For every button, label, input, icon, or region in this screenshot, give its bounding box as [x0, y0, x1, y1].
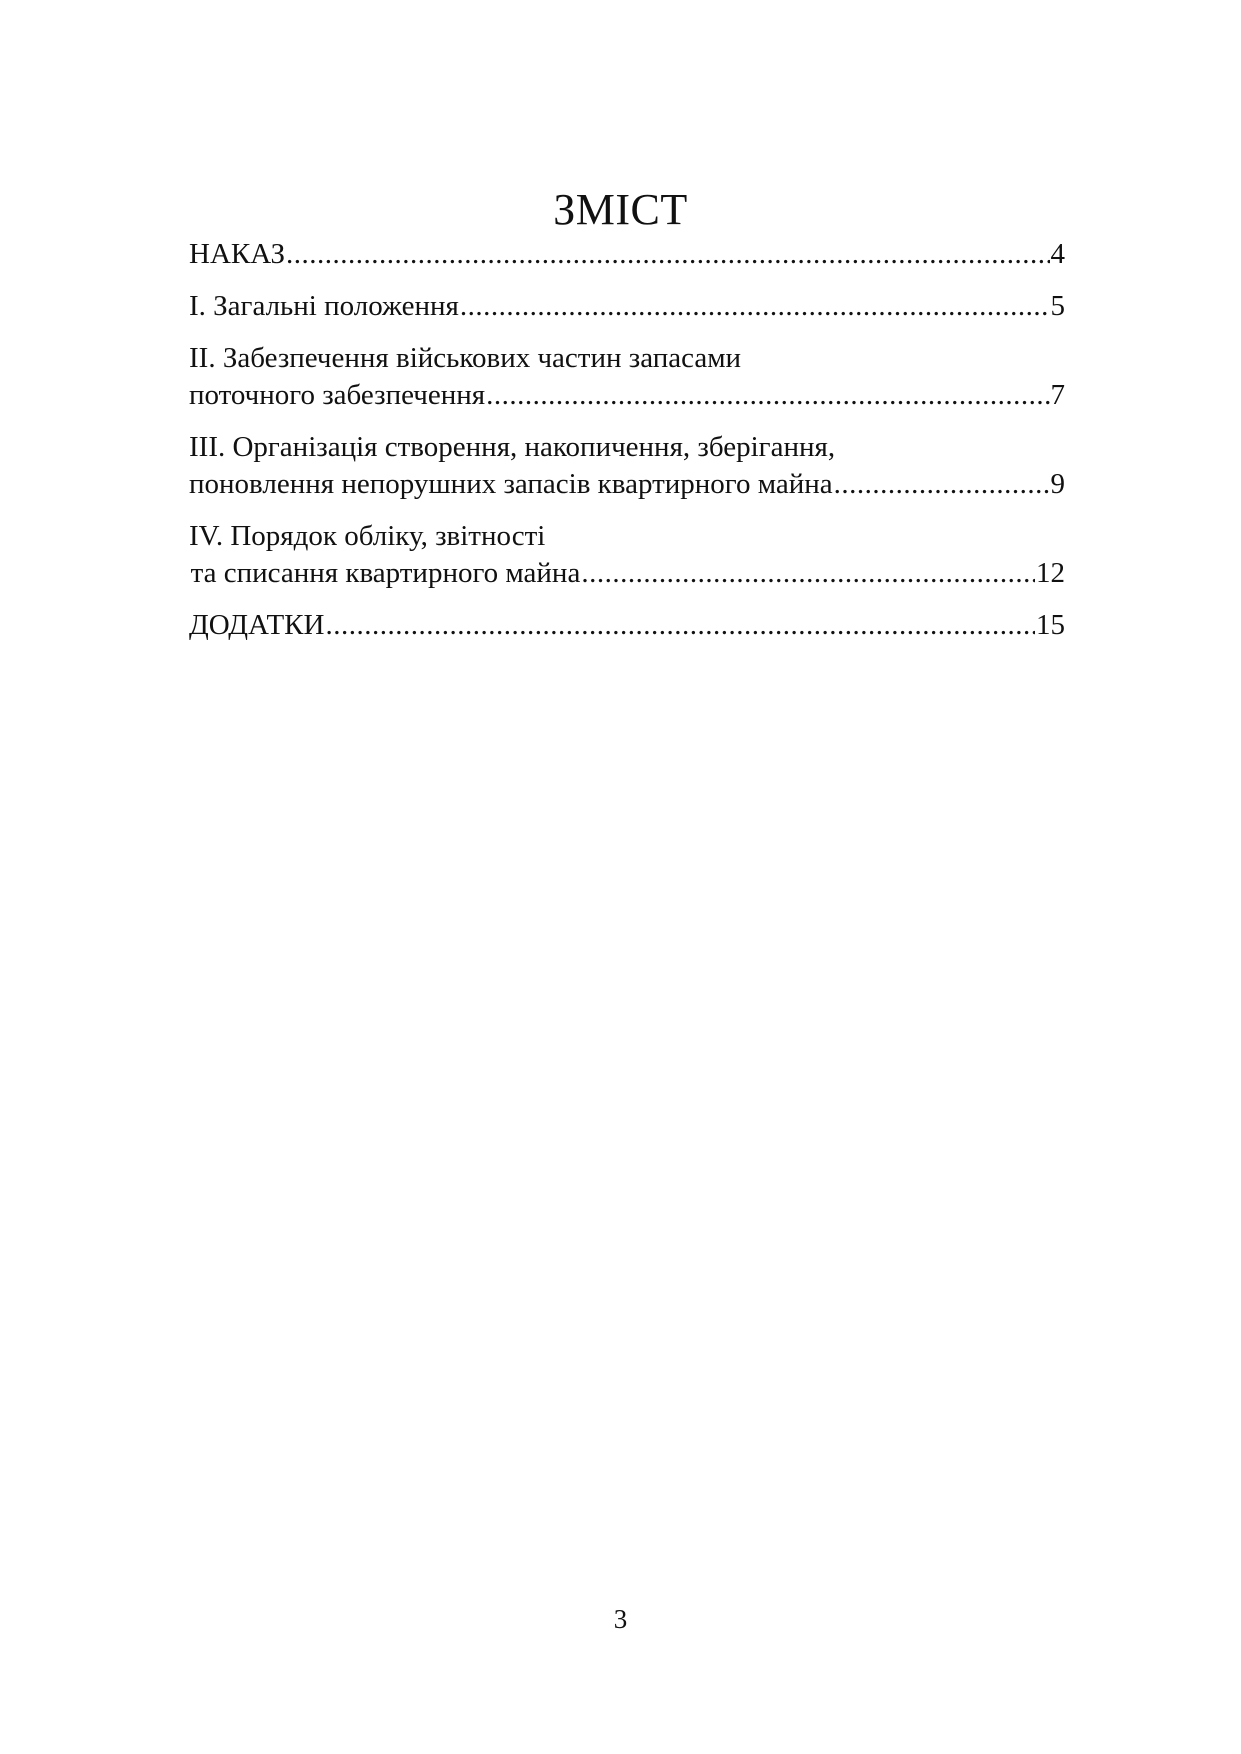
- dot-leader: [325, 607, 1035, 644]
- toc-entry-line: [189, 377, 1065, 414]
- toc-page-number: 12: [1036, 557, 1065, 589]
- toc-entry-line: [189, 555, 1065, 592]
- dot-leader: [834, 466, 1050, 503]
- toc-entry-title: І. Загальні положення: [189, 290, 459, 322]
- toc-entry-title: поновлення непорушних запасів квартирного майна: [189, 468, 833, 500]
- page-title: ЗМІСТ: [553, 185, 688, 234]
- toc-page-number: 15: [1036, 609, 1065, 641]
- dot-leader: [286, 236, 1050, 273]
- toc-entry-appendices[interactable]: [189, 607, 1065, 644]
- page-number: 3: [613, 1604, 628, 1634]
- toc-page-number: 4: [1050, 238, 1065, 270]
- toc-entry-title-line: ІІ. Забезпечення військових частин запасами: [189, 342, 742, 374]
- toc-entry-title: НАКАЗ: [189, 238, 285, 270]
- toc-entry-title-line: ІІІ. Організація створення, накопичення, зберігання,: [189, 431, 836, 463]
- toc-entry-line: [189, 466, 1065, 503]
- toc-entry-line: [189, 607, 1065, 644]
- toc-entry-order[interactable]: [189, 236, 1065, 273]
- toc-entry-line: [189, 236, 1065, 273]
- toc-entry-section-3[interactable]: [189, 429, 1065, 503]
- toc-entry-section-2[interactable]: [189, 340, 1065, 414]
- dot-leader: [460, 288, 1050, 325]
- toc-entry-title: поточного забезпечення: [189, 379, 486, 411]
- toc-entry-line: [189, 288, 1065, 325]
- toc-entry-title: та списання квартирного майна: [190, 557, 581, 589]
- toc-page-number: 5: [1050, 290, 1065, 322]
- toc-entry-section-1[interactable]: [189, 288, 1065, 325]
- toc-entry-title-line: ІV. Порядок обліку, звітності: [189, 520, 546, 552]
- toc-entry-section-4[interactable]: [189, 518, 1065, 592]
- toc-page-number: 9: [1050, 468, 1065, 500]
- toc-entry-title: ДОДАТКИ: [189, 609, 325, 641]
- dot-leader: [486, 377, 1049, 414]
- toc-page-number: 7: [1050, 379, 1065, 411]
- dot-leader: [581, 555, 1035, 592]
- table-of-contents: [189, 236, 1065, 644]
